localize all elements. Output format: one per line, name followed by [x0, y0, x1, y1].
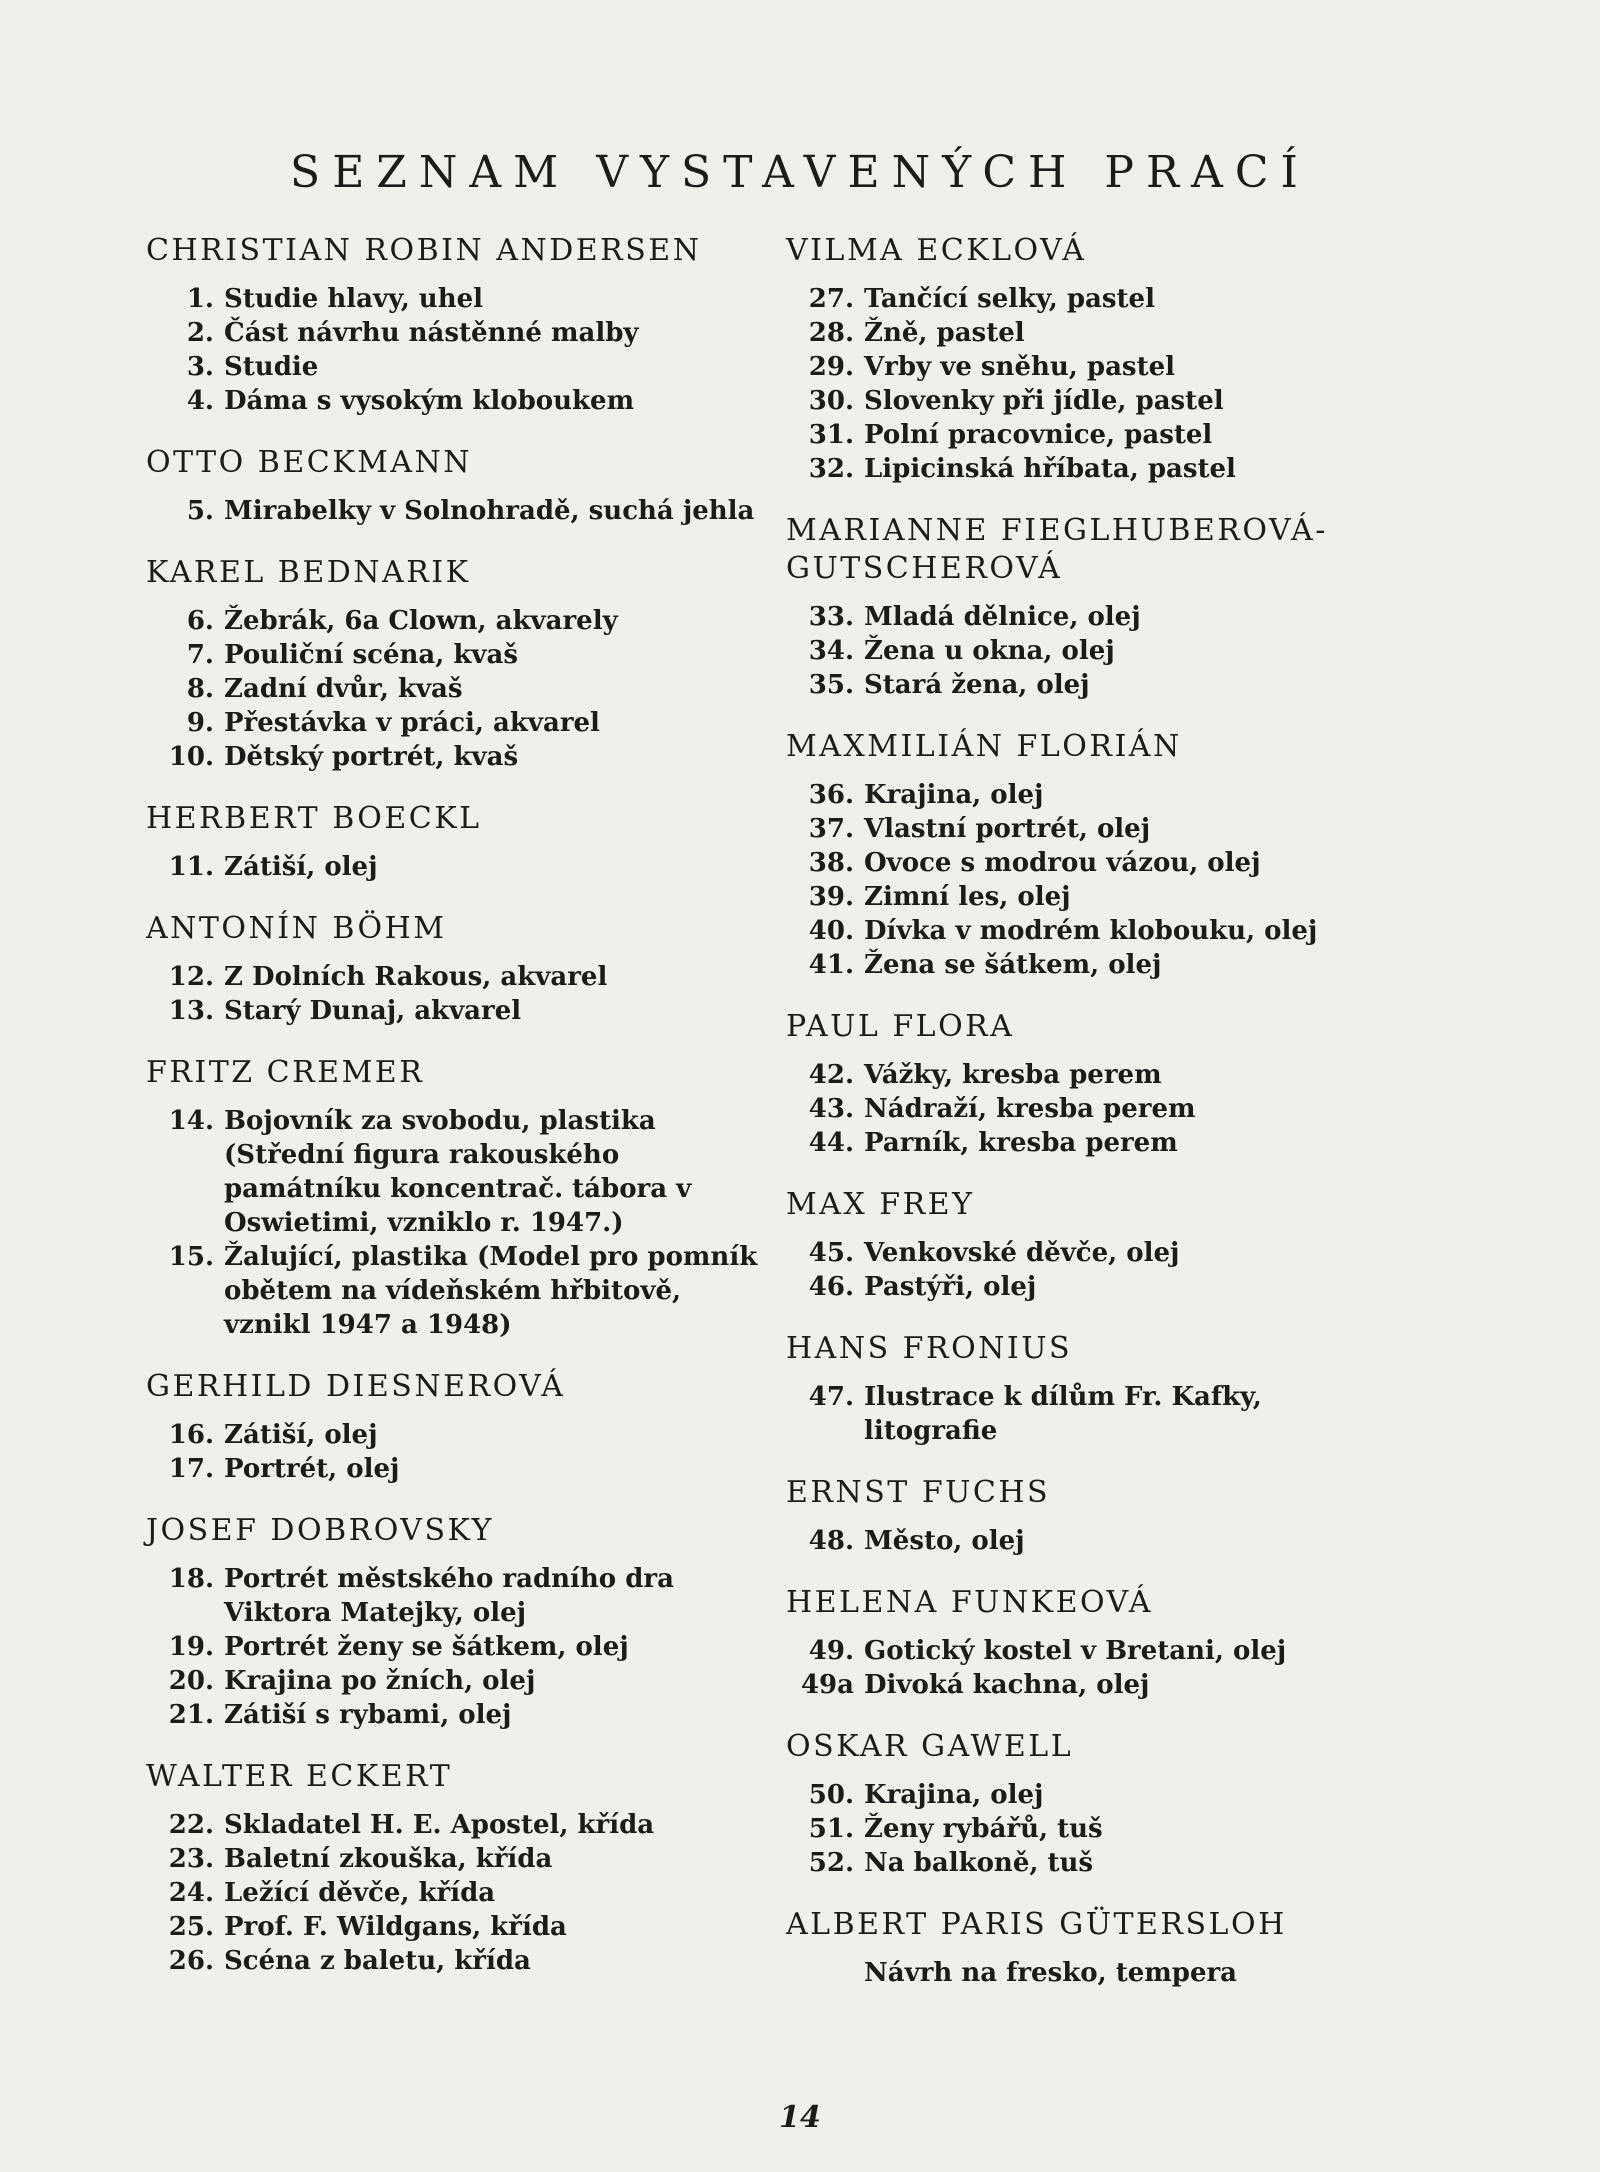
artist-section — [786, 232, 1376, 486]
work-number: 7. — [186, 640, 214, 670]
work-number: 25. — [168, 1912, 214, 1942]
work-number: 35. — [808, 670, 854, 700]
work-title: Na balkoně, tuš — [864, 1848, 1094, 1878]
artist-name: ANTONÍN BÖHM — [146, 911, 447, 946]
work-title: Krajina, olej — [864, 780, 1044, 810]
work-title: Vážky, kresba perem — [864, 1060, 1162, 1090]
work-title: Portrét městského radního dra Viktora Matejky, olej — [224, 1564, 674, 1628]
work-title: Z Dolních Rakous, akvarel — [224, 962, 608, 992]
work-item — [786, 948, 1376, 982]
work-item — [146, 1104, 766, 1240]
artist-name: HANS FRONIUS — [786, 1331, 1073, 1366]
artist-name: ALBERT PARIS GÜTERSLOH — [786, 1907, 1287, 1942]
artist-name: JOSEF DOBROVSKY — [146, 1513, 494, 1548]
work-number: 50. — [808, 1780, 854, 1810]
work-item — [786, 350, 1376, 384]
work-item — [146, 350, 766, 384]
work-title: Přestávka v práci, akvarel — [224, 708, 600, 738]
work-number — [786, 1956, 864, 1990]
work-item — [786, 384, 1376, 418]
work-title: Scéna z baletu, křída — [224, 1946, 531, 1976]
work-title: Studie — [224, 352, 319, 382]
works-list — [146, 1104, 766, 1342]
work-item — [786, 1092, 1376, 1126]
work-title: Zátiší, olej — [224, 852, 378, 882]
works-list — [146, 1562, 766, 1732]
works-list — [786, 1236, 1376, 1304]
work-title: Vlastní portrét, olej — [864, 814, 1151, 844]
work-item — [146, 1664, 766, 1698]
artist-section — [786, 1584, 1376, 1702]
artist-section — [146, 800, 766, 884]
work-title: Gotický kostel v Bretani, olej — [864, 1636, 1287, 1666]
work-number: 13. — [168, 996, 214, 1026]
artist-section — [786, 512, 1376, 702]
work-item — [786, 846, 1376, 880]
work-title: Zimní les, olej — [864, 882, 1071, 912]
work-number: 19. — [168, 1632, 214, 1662]
work-title: Skladatel H. E. Apostel, křída — [224, 1810, 655, 1840]
work-item — [146, 1630, 766, 1664]
work-number: 47. — [808, 1382, 854, 1412]
work-number: 37. — [808, 814, 854, 844]
work-title: Ležící děvče, křída — [224, 1878, 496, 1908]
work-title: Dívka v modrém klobouku, olej — [864, 916, 1318, 946]
works-list — [786, 1634, 1376, 1702]
artist-name: HERBERT BOECKL — [146, 801, 482, 836]
work-title: Krajina, olej — [864, 1780, 1044, 1810]
work-item — [146, 1418, 766, 1452]
work-number: 3. — [186, 352, 214, 382]
work-title: Portrét ženy se šátkem, olej — [224, 1632, 629, 1662]
work-title: Tančící selky, pastel — [864, 284, 1155, 314]
work-number: 38. — [808, 848, 854, 878]
work-title: Zátiší s rybami, olej — [224, 1700, 512, 1730]
artist-section — [146, 444, 766, 528]
work-item — [786, 1668, 1376, 1702]
works-list — [786, 1778, 1376, 1880]
work-title: Bojovník za svobodu, plastika (Střední figura rakouského památníku koncentrač. tábora v Oswietimi, vzniklo r. 1947.) — [224, 1106, 692, 1238]
work-number: 22. — [168, 1810, 214, 1840]
artist-name: CHRISTIAN ROBIN ANDERSEN — [146, 233, 702, 268]
work-title: Krajina po žních, olej — [224, 1666, 536, 1696]
work-number: 45. — [808, 1238, 854, 1268]
work-item — [146, 1842, 766, 1876]
work-title: Studie hlavy, uhel — [224, 284, 484, 314]
work-title: Zadní dvůr, kvaš — [224, 674, 463, 704]
work-title: Ženy rybářů, tuš — [864, 1814, 1103, 1844]
work-item — [786, 880, 1376, 914]
artist-name: FRITZ CREMER — [146, 1055, 425, 1090]
artist-section — [786, 1906, 1376, 1990]
work-number: 10. — [168, 742, 214, 772]
work-number: 44. — [808, 1128, 854, 1158]
work-title: Žena se šátkem, olej — [864, 950, 1162, 980]
artist-section — [146, 910, 766, 1028]
artist-name: MAXMILIÁN FLORIÁN — [786, 729, 1182, 764]
work-number: 33. — [808, 602, 854, 632]
artist-name: KAREL BEDNARIK — [146, 555, 471, 590]
work-item — [786, 418, 1376, 452]
work-item — [786, 1058, 1376, 1092]
artist-section — [146, 232, 766, 418]
work-number: 2. — [186, 318, 214, 348]
work-title: Žalující, plastika (Model pro pomník obětem na vídeňském hřbitově, vznikl 1947 a 1948) — [224, 1242, 758, 1340]
works-list — [786, 778, 1376, 982]
work-item — [786, 668, 1376, 702]
work-item — [146, 960, 766, 994]
work-item — [146, 1562, 766, 1630]
work-number: 20. — [168, 1666, 214, 1696]
work-title: Mirabelky v Solnohradě, suchá jehla — [224, 496, 755, 526]
artist-name: MARIANNE FIEGLHUBEROVÁ-GUTSCHEROVÁ — [786, 513, 1328, 586]
work-number: 39. — [808, 882, 854, 912]
work-item — [146, 1698, 766, 1732]
artist-name: PAUL FLORA — [786, 1009, 1015, 1044]
work-number: 30. — [808, 386, 854, 416]
work-title: Prof. F. Wildgans, křída — [224, 1912, 567, 1942]
artist-section — [786, 728, 1376, 982]
work-item — [146, 604, 766, 638]
artist-section — [786, 1728, 1376, 1880]
artist-name: ERNST FUCHS — [786, 1475, 1051, 1510]
work-item — [146, 672, 766, 706]
artist-section — [786, 1474, 1376, 1558]
work-item — [146, 740, 766, 774]
work-item — [786, 778, 1376, 812]
work-item — [786, 1846, 1376, 1880]
work-item — [146, 282, 766, 316]
work-title: Žena u okna, olej — [864, 636, 1115, 666]
work-title: Nádraží, kresba perem — [864, 1094, 1196, 1124]
work-title: Pouliční scéna, kvaš — [224, 640, 518, 670]
artist-section — [786, 1008, 1376, 1160]
work-number: 17. — [168, 1454, 214, 1484]
work-number: 28. — [808, 318, 854, 348]
work-title: Žně, pastel — [864, 318, 1025, 348]
artist-name: MAX FREY — [786, 1187, 975, 1222]
work-number: 32. — [808, 454, 854, 484]
work-number: 1. — [186, 284, 214, 314]
work-number: 26. — [168, 1946, 214, 1976]
work-title: Mladá dělnice, olej — [864, 602, 1141, 632]
work-number: 21. — [168, 1700, 214, 1730]
work-title: Lipicinská hříbata, pastel — [864, 454, 1236, 484]
work-item — [786, 316, 1376, 350]
work-title: Stará žena, olej — [864, 670, 1090, 700]
work-title: Část návrhu nástěnné malby — [224, 318, 639, 348]
work-title: Portrét, olej — [224, 1454, 400, 1484]
work-title: Zátiší, olej — [224, 1420, 378, 1450]
work-number: 43. — [808, 1094, 854, 1124]
work-title: Parník, kresba perem — [864, 1128, 1178, 1158]
work-number: 36. — [808, 780, 854, 810]
work-item — [786, 1236, 1376, 1270]
work-number: 41. — [808, 950, 854, 980]
right-column — [786, 232, 1376, 2016]
work-item — [786, 1778, 1376, 1812]
work-item — [146, 1452, 766, 1486]
work-item — [786, 1634, 1376, 1668]
work-title: Divoká kachna, olej — [864, 1670, 1150, 1700]
work-number: 24. — [168, 1878, 214, 1908]
work-title: Město, olej — [864, 1526, 1025, 1556]
work-number: 29. — [808, 352, 854, 382]
work-item — [146, 994, 766, 1028]
work-number: 46. — [808, 1272, 854, 1302]
work-number: 23. — [168, 1844, 214, 1874]
works-list — [146, 850, 766, 884]
work-item — [786, 1524, 1376, 1558]
page-title: SEZNAM VYSTAVENÝCH PRACÍ — [290, 147, 1310, 199]
work-item — [146, 706, 766, 740]
works-list — [786, 1956, 1376, 1990]
artist-name: OSKAR GAWELL — [786, 1729, 1074, 1764]
work-number: 15. — [168, 1242, 214, 1272]
work-title: Dáma s vysokým kloboukem — [224, 386, 635, 416]
work-item — [786, 812, 1376, 846]
works-list — [146, 604, 766, 774]
work-item — [786, 1956, 1376, 1990]
works-list — [786, 282, 1376, 486]
work-number: 14. — [168, 1106, 214, 1136]
works-list — [146, 1418, 766, 1486]
works-list — [786, 1058, 1376, 1160]
work-number: 49a — [800, 1670, 854, 1700]
artist-name: VILMA ECKLOVÁ — [786, 233, 1087, 268]
work-item — [146, 384, 766, 418]
work-item — [786, 452, 1376, 486]
work-title: Pastýři, olej — [864, 1272, 1037, 1302]
work-number: 4. — [186, 386, 214, 416]
work-item — [146, 1808, 766, 1842]
work-item — [146, 1240, 766, 1342]
work-item — [146, 316, 766, 350]
work-title: Ovoce s modrou vázou, olej — [864, 848, 1261, 878]
work-title: Ilustrace k dílům Fr. Kafky, litografie — [864, 1382, 1262, 1446]
works-list — [146, 282, 766, 418]
work-number: 27. — [808, 284, 854, 314]
work-item — [786, 1126, 1376, 1160]
work-item — [146, 1910, 766, 1944]
work-number: 12. — [168, 962, 214, 992]
work-item — [786, 914, 1376, 948]
work-number: 8. — [186, 674, 214, 704]
work-item — [786, 634, 1376, 668]
works-list — [146, 960, 766, 1028]
work-number: 18. — [168, 1564, 214, 1594]
work-number: 31. — [808, 420, 854, 450]
artist-section — [786, 1330, 1376, 1448]
work-number: 51. — [808, 1814, 854, 1844]
work-item — [786, 1270, 1376, 1304]
work-number: 9. — [186, 708, 214, 738]
artist-section — [146, 1054, 766, 1342]
works-list — [146, 494, 766, 528]
works-list — [786, 1524, 1376, 1558]
work-item — [786, 282, 1376, 316]
work-title: Venkovské děvče, olej — [864, 1238, 1180, 1268]
work-item — [146, 1944, 766, 1978]
work-item — [786, 1380, 1376, 1448]
work-number: 40. — [808, 916, 854, 946]
work-title: Vrby ve sněhu, pastel — [864, 352, 1175, 382]
artist-name: HELENA FUNKEOVÁ — [786, 1585, 1153, 1620]
work-number: 42. — [808, 1060, 854, 1090]
work-item — [786, 1812, 1376, 1846]
work-number: 52. — [808, 1848, 854, 1878]
artist-name: GERHILD DIESNEROVÁ — [146, 1369, 566, 1404]
artist-name: OTTO BECKMANN — [146, 445, 472, 480]
work-title: Žebrák, 6a Clown, akvarely — [224, 606, 618, 636]
work-item — [786, 600, 1376, 634]
works-list — [786, 1380, 1376, 1448]
work-title: Polní pracovnice, pastel — [864, 420, 1213, 450]
work-item — [146, 850, 766, 884]
work-title: Starý Dunaj, akvarel — [224, 996, 522, 1026]
work-title: Návrh na fresko, tempera — [864, 1958, 1238, 1988]
work-number: 11. — [168, 852, 214, 882]
artist-section — [786, 1186, 1376, 1304]
left-column — [146, 232, 766, 2004]
work-number: 16. — [168, 1420, 214, 1450]
work-number: 6. — [186, 606, 214, 636]
artist-section — [146, 554, 766, 774]
work-item — [146, 1876, 766, 1910]
work-title: Baletní zkouška, křída — [224, 1844, 553, 1874]
work-item — [146, 494, 766, 528]
artist-name: WALTER ECKERT — [146, 1759, 453, 1794]
page-number: 14 — [779, 2100, 821, 2135]
work-title: Dětský portrét, kvaš — [224, 742, 519, 772]
work-item — [146, 638, 766, 672]
work-number: 34. — [808, 636, 854, 666]
artist-section — [146, 1758, 766, 1978]
artist-section — [146, 1512, 766, 1732]
artist-section — [146, 1368, 766, 1486]
works-list — [786, 600, 1376, 702]
works-list — [146, 1808, 766, 1978]
work-title: Slovenky při jídle, pastel — [864, 386, 1224, 416]
work-number: 49. — [808, 1636, 854, 1666]
work-number: 5. — [186, 496, 214, 526]
work-number: 48. — [808, 1526, 854, 1556]
